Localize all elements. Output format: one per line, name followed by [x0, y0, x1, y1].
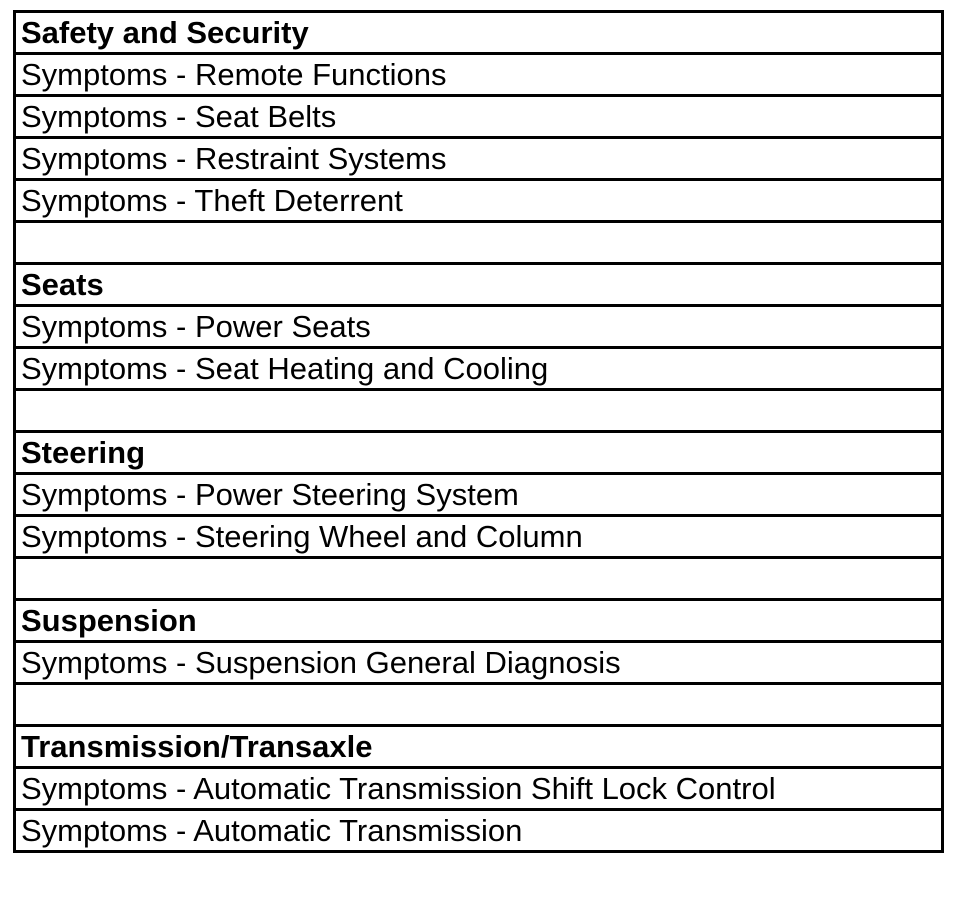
symptom-cell: Symptoms - Suspension General Diagnosis [15, 642, 943, 684]
symptom-row [15, 180, 943, 222]
section-header-cell: Safety and Security [15, 12, 943, 54]
section-header-row [15, 600, 943, 642]
blank-row [15, 558, 943, 600]
section-header-row [15, 264, 943, 306]
symptom-row [15, 306, 943, 348]
symptom-row [15, 516, 943, 558]
symptom-row [15, 96, 943, 138]
symptom-row [15, 54, 943, 96]
symptom-cell: Symptoms - Power Steering System [15, 474, 943, 516]
symptom-row [15, 642, 943, 684]
blank-row [15, 390, 943, 432]
symptom-row [15, 810, 943, 852]
symptom-cell: Symptoms - Seat Heating and Cooling [15, 348, 943, 390]
blank-row [15, 222, 943, 264]
section-header-row [15, 726, 943, 768]
section-header-cell: Seats [15, 264, 943, 306]
symptom-cell: Symptoms - Automatic Transmission Shift Lock Control [15, 768, 943, 810]
symptom-cell: Symptoms - Power Seats [15, 306, 943, 348]
symptoms-table [13, 10, 944, 853]
section-header-row [15, 432, 943, 474]
section-header-row [15, 12, 943, 54]
symptom-row [15, 348, 943, 390]
symptom-cell: Symptoms - Steering Wheel and Column [15, 516, 943, 558]
section-header-cell: Transmission/Transaxle [15, 726, 943, 768]
blank-cell [15, 390, 943, 432]
symptom-row [15, 474, 943, 516]
section-header-cell: Suspension [15, 600, 943, 642]
symptom-cell: Symptoms - Seat Belts [15, 96, 943, 138]
blank-row [15, 684, 943, 726]
blank-cell [15, 684, 943, 726]
symptom-cell: Symptoms - Remote Functions [15, 54, 943, 96]
symptom-row [15, 768, 943, 810]
symptom-row [15, 138, 943, 180]
blank-cell [15, 222, 943, 264]
section-header-cell: Steering [15, 432, 943, 474]
symptom-cell: Symptoms - Theft Deterrent [15, 180, 943, 222]
symptom-cell: Symptoms - Restraint Systems [15, 138, 943, 180]
blank-cell [15, 558, 943, 600]
symptom-cell: Symptoms - Automatic Transmission [15, 810, 943, 852]
